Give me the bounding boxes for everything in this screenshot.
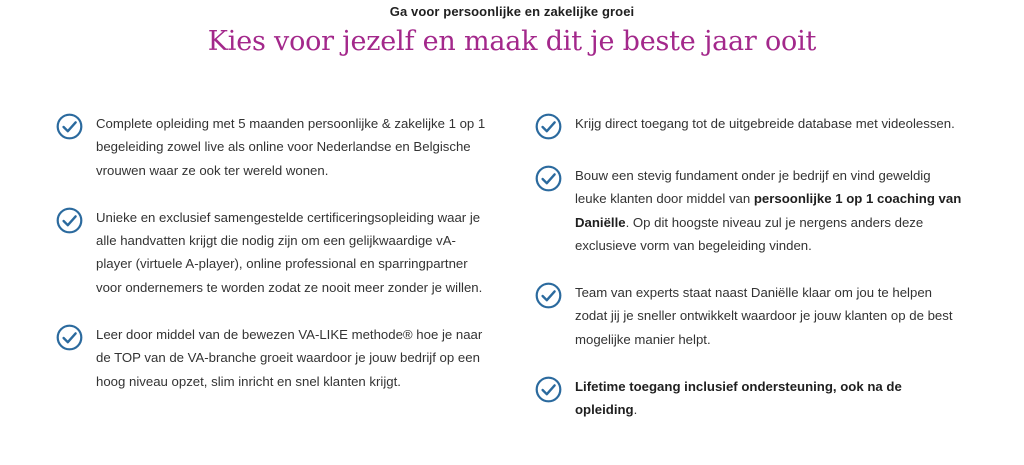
check-circle-icon	[535, 165, 562, 192]
benefit-text-part: .	[633, 402, 638, 418]
check-circle-icon	[535, 376, 562, 403]
benefit-text: Krijg direct toegang tot de uitgebreide database met videolessen.	[575, 116, 955, 131]
check-circle-icon	[56, 113, 83, 140]
benefit-item	[56, 112, 486, 182]
benefit-text	[575, 164, 965, 257]
benefit-text-bold: Lifetime toegang inclusief ondersteuning, ook na de opleiding	[575, 379, 902, 418]
benefit-text-part: . Op dit hoogste niveau zul je nergens anders deze exclusieve vorm van begeleiding vinden.	[575, 214, 924, 253]
benefit-text: Leer door middel van de bewezen VA-LIKE methode® hoe je naar de TOP van de VA-branche groeit waardoor je jouw bedrijf op een hoog niveau opzet, slim inricht en snel klanten krijgt.	[96, 327, 483, 389]
benefit-text	[575, 375, 965, 422]
benefit-text-part: Bouw een stevig fundament onder je bedrijf en vind geweldig leuke klanten door middel van	[575, 168, 931, 207]
benefit-item	[56, 206, 486, 299]
benefits-right-column	[535, 112, 965, 422]
check-circle-icon	[56, 324, 83, 351]
page-headline: Kies voor jezelf en maak dit je beste jaar ooit	[207, 26, 817, 57]
check-circle-icon	[535, 113, 562, 140]
check-circle-icon	[535, 282, 562, 309]
benefit-item	[56, 323, 486, 393]
benefit-text: Complete opleiding met 5 maanden persoonlijke & zakelijke 1 op 1 begeleiding zowel live als online voor Nederlandse en Belgische vrouwen waar ze ook ter wereld wonen.	[96, 116, 486, 178]
benefit-item	[535, 281, 965, 351]
benefit-item	[535, 164, 965, 257]
benefit-text-bold: persoonlijke 1 op 1 coaching van Daniëlle	[575, 191, 962, 230]
check-circle-icon	[56, 207, 83, 234]
benefits-left-column	[56, 112, 486, 393]
benefit-text: Unieke en exclusief samengestelde certificeringsopleiding waar je alle handvatten krijgt die nodig zijn om een gelijkwaardige vA-player (virtuele A-player), online professional en sparringpartner voor ondernemers te worden zodat ze nooit meer zonder je willen.	[96, 209, 483, 295]
eyebrow-heading: Ga voor persoonlijke en zakelijke groei	[389, 4, 635, 19]
benefit-text: Team van experts staat naast Daniëlle klaar om jou te helpen zodat jij je sneller ontwikkelt waardoor je jouw klanten op de best mogelijke manier helpt.	[575, 285, 953, 347]
benefit-item	[535, 375, 965, 422]
benefit-item	[535, 112, 965, 140]
